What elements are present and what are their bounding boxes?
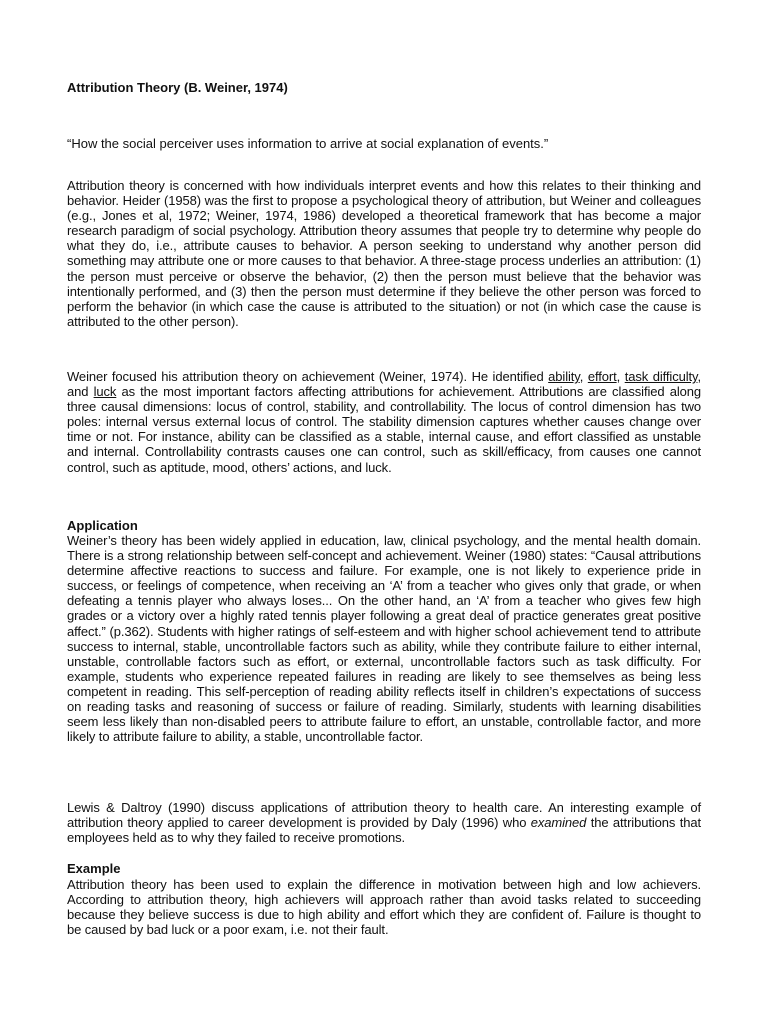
- lewis-paragraph: [67, 800, 701, 845]
- application-heading: Application: [67, 518, 138, 533]
- example-paragraph: Attribution theory has been used to explain the difference in motivation between high and low achievers. According to attribution theory, high achievers will approach rather than avoid tasks related to succeeding because they believe success is due to high ability and effort which they are confident of. Failure is thought to be caused by bad luck or a poor exam, i.e. not their fault.: [67, 877, 701, 938]
- application-paragraph: Weiner’s theory has been widely applied in education, law, clinical psychology, and the mental health domain. There is a strong relationship between self-concept and achievement. Weiner (1980) states: “Causal attributions determine affective reactions to success and failure. For example, one is not likely to experience pride in success, or feelings of competence, when receiving an ‘A’ from a teacher who gives only that grade, or when defeating a tennis player who always loses... On the other hand, an ‘A’ from a teacher who gives few high grades or a victory over a highly rated tennis player following a great deal of practice generates great positive affect.” (p.362). Students with higher ratings of self-esteem and with higher school achievement tend to attribute success to internal, stable, uncontrollable factors such as ability, while they contribute failure to either internal, unstable, controllable factors such as effort, or external, uncontrollable factors such as task difficulty. For example, students who experience repeated failures in reading are likely to see themselves as being less competent in reading. This self-perception of reading ability reflects itself in children’s expectations of success on reading tasks and reasoning of success or failure of reading. Similarly, students with learning disabilities seem less likely than non-disabled peers to attribute failure to effort, an unstable, controllable factor, and more likely to attribute failure to ability, a stable, uncontrollable factor.: [67, 533, 701, 745]
- weiner-text-start: Weiner focused his attribution theory on achievement (Weiner, 1974). He identified: [67, 369, 549, 384]
- lewis-text-end: the attributions that employees held as to why they failed to receive promotions.: [67, 815, 701, 846]
- intro-paragraph: Attribution theory is concerned with how individuals interpret events and how this relates to their thinking and behavior. Heider (1958) was the first to propose a psychological theory of attribution, but Weiner and colleagues (e.g., Jones et al, 1972; Weiner, 1974, 1986) developed a theoretical framework that has become a major research paradigm of social psychology. Attribution theory assumes that people try to determine why people do what they do, i.e., attribute causes to behavior. A person seeking to understand why another person did something may attribute one or more causes to that behavior. A three-stage process underlies an attribution: (1) the person must perceive or observe the behavior, (2) then the person must believe that the behavior was intentionally performed, and (3) then the person must determine if they believe the other person was forced to perform the behavior (in which case the cause is attributed to the situation) or not (in which case the cause is attributed to the other person).: [67, 178, 701, 329]
- separator: ,: [616, 369, 625, 384]
- weiner-paragraph: [67, 369, 701, 475]
- term-task-difficulty: task difficulty: [624, 369, 698, 384]
- lewis-text-start: Lewis & Daltroy (1990) discuss applications of attribution theory to health care. An interesting example of attribution theory applied to career development is provided by Daly (1996) who: [67, 800, 701, 831]
- epigraph-quote: “How the social perceiver uses information to arrive at social explanation of events.”: [67, 136, 549, 151]
- weiner-text-end: as the most important factors affecting attributions for achievement. Attributions are classified along three causal dimensions: locus of control, stability, and controllability. The locus of control dimension has two poles: internal versus external locus of control. The stability dimension captures whether causes change over time or not. For instance, ability can be classified as a stable, internal cause, and effort classified as unstable and internal. Controllability contrasts causes one can control, such as skill/efficacy, from causes one cannot control, such as aptitude, mood, others’ actions, and luck.: [67, 384, 701, 475]
- term-luck: luck: [93, 384, 117, 400]
- separator: ,: [579, 369, 588, 384]
- document-title: Attribution Theory (B. Weiner, 1974): [67, 80, 288, 95]
- term-effort: effort: [587, 369, 617, 384]
- separator: , and: [67, 369, 701, 400]
- emphasis-examined: examined: [530, 815, 587, 831]
- example-heading: Example: [67, 861, 121, 876]
- term-ability: ability: [548, 369, 580, 384]
